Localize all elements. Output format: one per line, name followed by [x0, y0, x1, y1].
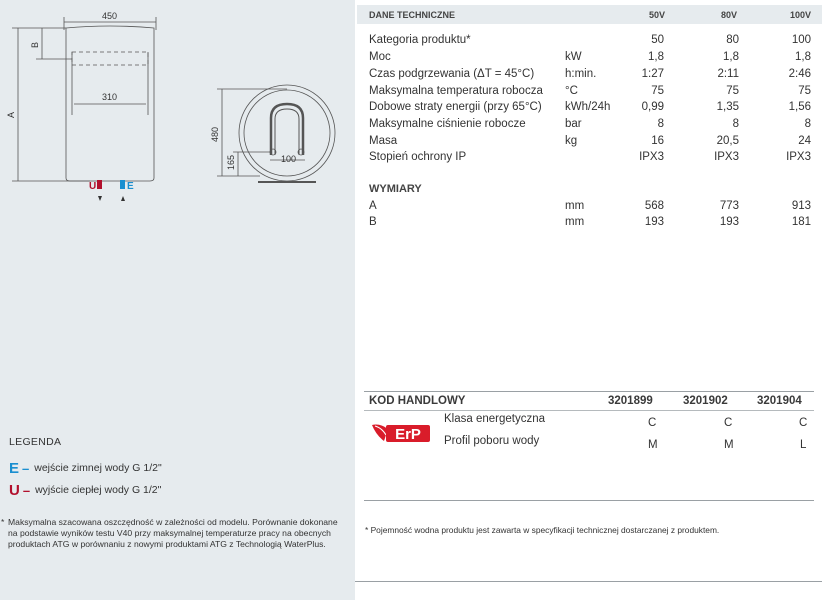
dim-165-label: 165 — [226, 154, 236, 170]
divider — [355, 581, 822, 582]
row-value: 1,56 — [788, 101, 811, 113]
row-value: 80 — [726, 34, 739, 46]
row-value: 1:27 — [641, 68, 664, 80]
row-value: 193 — [644, 216, 664, 228]
row-unit: °C — [565, 85, 578, 97]
dim-480-label: 480 — [210, 126, 220, 142]
row-value: 8 — [732, 118, 739, 130]
row-value: 2:11 — [717, 68, 739, 80]
cold-inlet-icon — [120, 180, 125, 189]
row-value: 8 — [657, 118, 664, 130]
tech-title: DANE TECHNICZNE — [369, 10, 456, 20]
row-value: IPX3 — [714, 151, 739, 163]
legend-dash: – — [22, 482, 31, 498]
legend-item-e — [9, 457, 162, 479]
row-label: Dobowe straty energii (przy 65°C) — [369, 101, 542, 113]
capacity-footnote: * Pojemność wodna produktu jest zawarta w specyfikacji technicznej dostarczanej z produktem. — [365, 525, 720, 535]
legend — [9, 436, 162, 501]
row-value: 75 — [726, 85, 739, 97]
row-value: 8 — [804, 118, 811, 130]
dim-a-label: A — [6, 111, 16, 118]
energy-class-50v: C — [648, 417, 657, 429]
legend-letter: E — [9, 459, 20, 477]
dim-width-label: 450 — [102, 11, 118, 21]
row-value: 1,8 — [648, 51, 664, 63]
row-value: 75 — [651, 85, 664, 97]
table-row — [0, 200, 822, 216]
table-row — [0, 135, 822, 151]
row-value: 2:46 — [788, 68, 811, 80]
dim-310-label: 310 — [102, 92, 118, 102]
row-value: 100 — [791, 34, 811, 46]
table-row — [0, 151, 822, 167]
erp-logo — [370, 419, 432, 449]
row-unit: mm — [565, 216, 585, 228]
legend-letter: U — [9, 481, 20, 499]
row-value: 181 — [791, 216, 811, 228]
row-label: Maksymalna temperatura robocza — [369, 85, 543, 97]
code-50v: 3201899 — [608, 395, 653, 407]
row-value: 24 — [798, 135, 811, 147]
savings-footnote — [0, 517, 346, 551]
dim-100-label: 100 — [281, 154, 297, 164]
port-u-label: U — [89, 181, 97, 192]
row-unit: mm — [565, 200, 585, 212]
row-unit: kWh/24h — [565, 101, 611, 113]
port-e-label: E — [127, 181, 134, 192]
dim-b-label: B — [30, 41, 40, 48]
row-label: Kategoria produktu* — [369, 34, 471, 46]
row-value: 20,5 — [716, 135, 739, 147]
draw-profile-label: Profil poboru wody — [444, 435, 540, 447]
legend-title: LEGENDA — [9, 436, 62, 448]
row-label: B — [369, 216, 377, 228]
legend-text: wejście zimnej wody G 1/2" — [34, 462, 162, 474]
row-value: 50 — [651, 34, 664, 46]
legend-item-u — [9, 479, 162, 501]
draw-profile-100v: L — [800, 439, 807, 451]
table-row — [0, 101, 822, 117]
row-unit: h:min. — [565, 68, 597, 80]
row-value: 0,99 — [641, 101, 664, 113]
col-header-50v: 50V — [649, 10, 666, 20]
row-label: Maksymalne ciśnienie robocze — [369, 118, 526, 130]
row-value: 193 — [719, 216, 739, 228]
row-value: 1,35 — [716, 101, 739, 113]
energy-class-80v: C — [724, 417, 733, 429]
col-header-80v: 80V — [721, 10, 738, 20]
draw-profile-50v: M — [648, 439, 658, 451]
row-label: Moc — [369, 51, 391, 63]
row-value: 16 — [651, 135, 664, 147]
legend-text: wyjście ciepłej wody G 1/2" — [35, 484, 162, 496]
code-100v: 3201904 — [757, 395, 802, 407]
footnote-star: * — [1, 517, 5, 527]
row-unit: bar — [565, 118, 582, 130]
energy-class-100v: C — [799, 417, 808, 429]
divider — [364, 391, 814, 392]
row-label: Stopień ochrony IP — [369, 151, 467, 163]
row-value: 1,8 — [723, 51, 739, 63]
legend-dash: – — [22, 460, 30, 476]
hot-outlet-icon — [97, 180, 102, 189]
code-80v: 3201902 — [683, 395, 728, 407]
row-value: IPX3 — [639, 151, 664, 163]
row-label: Masa — [369, 135, 398, 147]
divider — [364, 500, 814, 501]
tech-header — [357, 5, 822, 24]
table-row — [0, 34, 822, 50]
row-unit: kg — [565, 135, 578, 147]
dimensions-title: WYMIARY — [369, 183, 422, 195]
energy-class-label: Klasa energetyczna — [444, 413, 546, 425]
table-row — [0, 216, 822, 232]
table-row — [0, 85, 822, 101]
table-row — [0, 118, 822, 134]
table-row — [0, 51, 822, 67]
row-value: 75 — [798, 85, 811, 97]
row-value: 568 — [644, 200, 664, 212]
row-value: 913 — [791, 200, 811, 212]
footnote-text: Maksymalna szacowana oszczędność w zależności od modelu. Porównanie dokonane na podstawie wyników testu V40 przy maksymalnej temperaturze pracy na obecnych produktach ATG w porównaniu z nowymi produktami ATG z Technologią WaterPlus. — [8, 517, 338, 550]
erp-logo-text: ErP — [395, 426, 421, 443]
row-value: IPX3 — [786, 151, 811, 163]
col-header-100v: 100V — [790, 10, 812, 20]
codes-title: KOD HANDLOWY — [369, 395, 466, 407]
row-label: A — [369, 200, 377, 212]
row-value: 1,8 — [795, 51, 811, 63]
row-value: 773 — [719, 200, 739, 212]
row-label: Czas podgrzewania (ΔT = 45°C) — [369, 68, 535, 80]
draw-profile-80v: M — [724, 439, 734, 451]
row-unit: kW — [565, 51, 582, 63]
divider — [364, 410, 814, 411]
table-row — [0, 68, 822, 84]
